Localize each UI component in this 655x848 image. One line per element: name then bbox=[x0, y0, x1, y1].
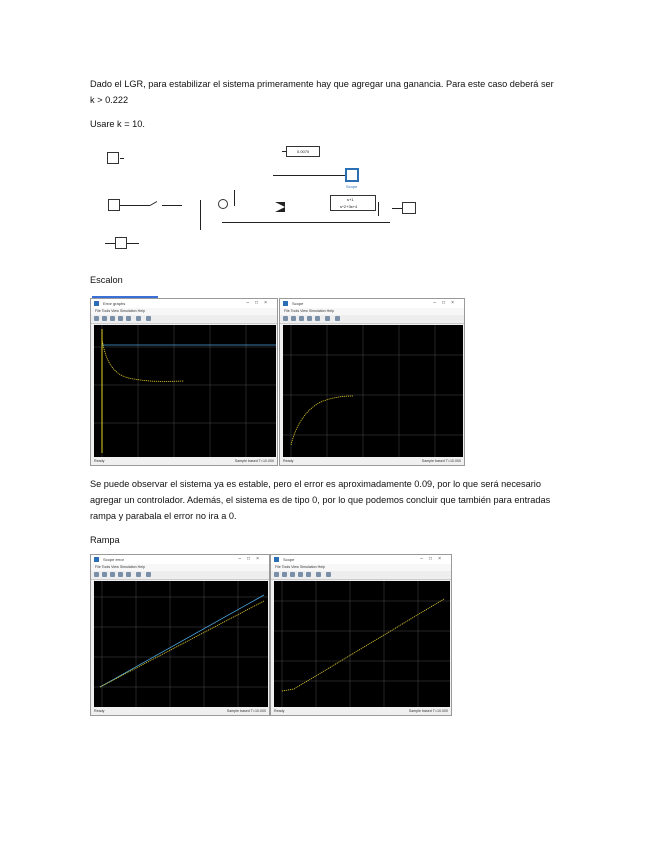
connector-line bbox=[127, 243, 139, 244]
scope-label: Scope bbox=[346, 184, 358, 189]
connector-line bbox=[392, 208, 402, 209]
plot-area[interactable] bbox=[274, 581, 450, 707]
plot-area[interactable] bbox=[94, 325, 276, 457]
window-controls[interactable]: –□× bbox=[246, 300, 273, 306]
status-bar bbox=[271, 708, 451, 715]
scope-block bbox=[345, 168, 359, 182]
simulink-diagram bbox=[100, 142, 430, 254]
connector-line bbox=[234, 190, 235, 206]
connector-line bbox=[120, 158, 124, 159]
gain-block bbox=[275, 202, 285, 212]
analysis-paragraph: Se puede observar el sistema ya es estable, pero el error es aproximadamente 0.09, por lo que será necesario agregar un controlador. Además, el sistema es de tipo 0, por lo que podemos concluir que también para entradas rampa y parabala el error no ira a 0. bbox=[90, 479, 551, 521]
sum-block bbox=[218, 199, 228, 209]
status-bar bbox=[91, 458, 277, 465]
ramp-output-trace-svg bbox=[274, 581, 450, 707]
plot-area[interactable] bbox=[283, 325, 463, 457]
menu-bar[interactable]: File Tools View Simulation Help bbox=[280, 308, 464, 315]
connector-line bbox=[162, 205, 182, 206]
escalon-heading: Escalon bbox=[90, 275, 123, 285]
source-block-ramp bbox=[108, 199, 120, 211]
switch-contact bbox=[150, 201, 157, 206]
scope-window-rampa-error[interactable] bbox=[90, 554, 270, 716]
status-left: Ready bbox=[94, 459, 105, 463]
menu-bar[interactable]: File Tools View Simulation Help bbox=[271, 564, 451, 571]
rampa-heading: Rampa bbox=[90, 535, 120, 545]
window-app-icon bbox=[283, 301, 288, 306]
gain-paragraph: Usare k = 10. bbox=[90, 119, 145, 129]
plot-area[interactable] bbox=[94, 581, 268, 707]
ramp-trace-svg bbox=[94, 581, 268, 707]
intro-paragraph: Dado el LGR, para estabilizar el sistema primeramente hay que agregar una ganancia. Para este caso deberá ser k > 0.222 bbox=[90, 79, 554, 105]
status-right: Sample based T=10.000 bbox=[226, 709, 266, 713]
window-title: Error graphs bbox=[103, 301, 126, 306]
toolbar[interactable] bbox=[280, 315, 464, 324]
transfer-fcn-block bbox=[330, 195, 376, 211]
display-value: 0.0070 bbox=[297, 149, 310, 154]
status-right: Sample based T=10.000 bbox=[408, 709, 448, 713]
display-block bbox=[286, 146, 320, 157]
scope-window-escalon-output[interactable] bbox=[279, 298, 465, 466]
menu-bar[interactable]: File Tools View Simulation Help bbox=[91, 564, 269, 571]
window-title: Scope bbox=[292, 301, 304, 306]
window-title: Scope bbox=[283, 557, 295, 562]
window-controls[interactable]: –□× bbox=[238, 556, 265, 562]
status-left: Ready bbox=[274, 709, 285, 713]
status-bar bbox=[91, 708, 269, 715]
connector-line bbox=[120, 205, 150, 206]
output-trace-svg bbox=[283, 325, 463, 457]
source-block-step bbox=[107, 152, 119, 164]
window-app-icon bbox=[94, 557, 99, 562]
scope-window-rampa-output[interactable] bbox=[270, 554, 452, 716]
toolbar[interactable] bbox=[91, 571, 269, 580]
connector-line bbox=[282, 151, 286, 152]
source-block-parabola bbox=[115, 237, 127, 249]
menu-bar[interactable]: File Tools View Simulation Help bbox=[91, 308, 277, 315]
feedback-line bbox=[200, 200, 201, 230]
toolbar[interactable] bbox=[91, 315, 277, 324]
feedback-line bbox=[222, 222, 390, 223]
window-title: Scope error bbox=[103, 557, 124, 562]
scope-window-escalon-error[interactable] bbox=[90, 298, 278, 466]
status-left: Ready bbox=[283, 459, 294, 463]
status-left: Ready bbox=[94, 709, 105, 713]
connector-line bbox=[273, 175, 345, 176]
window-app-icon bbox=[274, 557, 279, 562]
connector-line bbox=[105, 243, 115, 244]
window-app-icon bbox=[94, 301, 99, 306]
tf-numerator: s+1 bbox=[347, 197, 354, 202]
output-scope-block bbox=[402, 202, 416, 214]
connector-line bbox=[378, 202, 379, 216]
window-controls[interactable]: –□× bbox=[420, 556, 447, 562]
tf-denominator: s^2+3s+4 bbox=[340, 204, 358, 209]
status-right: Sample based T=10.000 bbox=[234, 459, 274, 463]
error-trace-svg bbox=[94, 325, 276, 457]
toolbar[interactable] bbox=[271, 571, 451, 580]
status-right: Sample based T=10.000 bbox=[421, 459, 461, 463]
window-controls[interactable]: –□× bbox=[433, 300, 460, 306]
status-bar bbox=[280, 458, 464, 465]
